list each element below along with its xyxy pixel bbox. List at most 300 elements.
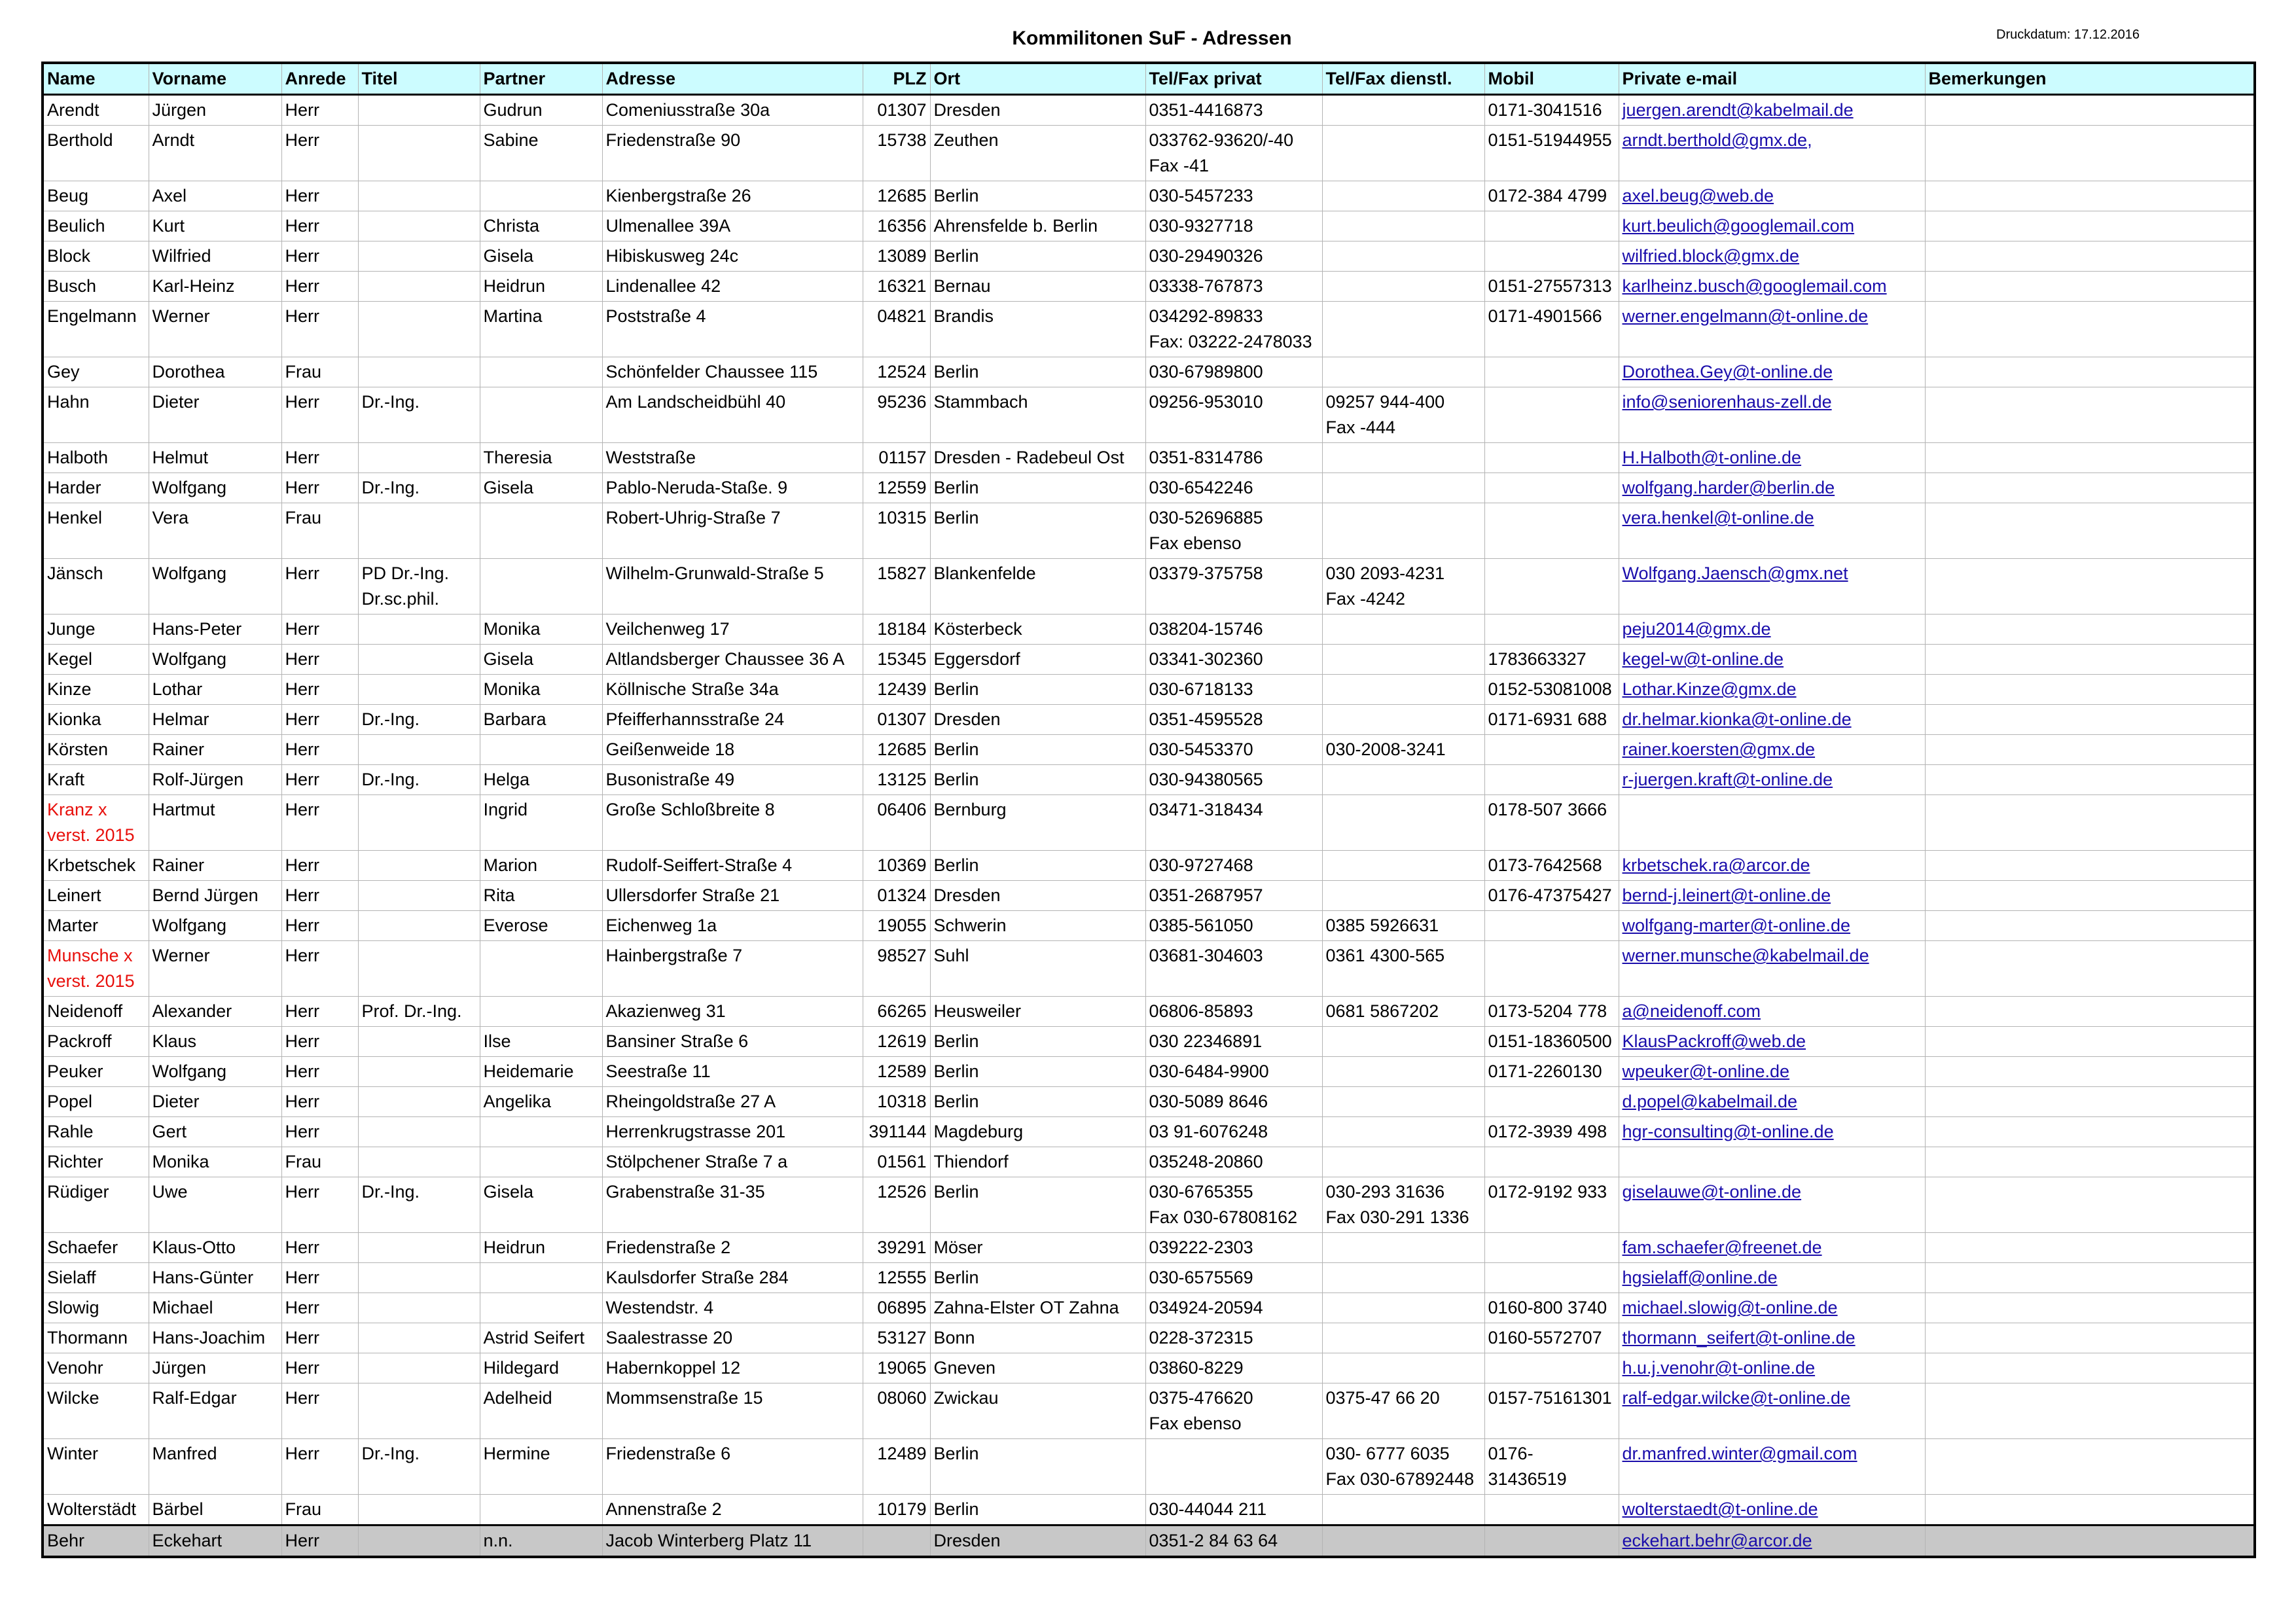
cell-bemerkungen	[1925, 559, 2255, 615]
cell-email[interactable]: hgr-consulting@t-online.de	[1619, 1117, 1925, 1147]
cell-tel-dienstl	[1322, 503, 1484, 559]
cell-email[interactable]: wpeuker@t-online.de	[1619, 1057, 1925, 1087]
cell-email[interactable]: juergen.arendt@kabelmail.de	[1619, 95, 1925, 126]
cell-tel-privat: 030-6484-9900	[1145, 1057, 1322, 1087]
cell-email[interactable]: H.Halboth@t-online.de	[1619, 443, 1925, 473]
table-row	[43, 997, 2255, 1027]
cell-mobil: 0172-384 4799	[1484, 181, 1619, 211]
cell-mobil: 0171-4901566	[1484, 302, 1619, 357]
cell-name: Wilcke	[43, 1383, 149, 1439]
cell-tel-dienstl	[1322, 1353, 1484, 1383]
cell-partner: Theresia	[480, 443, 602, 473]
cell-email[interactable]: ralf-edgar.wilcke@t-online.de	[1619, 1383, 1925, 1439]
cell-line: 030-6765355	[1149, 1182, 1253, 1202]
cell-tel-privat: 030-67989800	[1145, 357, 1322, 387]
table-row	[43, 1353, 2255, 1383]
cell-tel-dienstl	[1322, 851, 1484, 881]
cell-line: Fax 030-67808162	[1149, 1207, 1298, 1227]
cell-vorname: Dieter	[149, 387, 281, 443]
cell-plz: 16356	[863, 211, 930, 241]
table-row	[43, 503, 2255, 559]
cell-anrede: Herr	[281, 181, 358, 211]
cell-line: Fax: 03222-2478033	[1149, 332, 1312, 351]
cell-partner	[480, 387, 602, 443]
cell-bemerkungen	[1925, 1353, 2255, 1383]
cell-tel-dienstl: 0361 4300-565	[1322, 941, 1484, 997]
cell-plz: 12524	[863, 357, 930, 387]
cell-ort: Berlin	[930, 357, 1145, 387]
cell-anrede: Herr	[281, 997, 358, 1027]
cell-adresse: Jacob Winterberg Platz 11	[602, 1525, 863, 1558]
cell-email[interactable]: KlausPackroff@web.de	[1619, 1027, 1925, 1057]
cell-bemerkungen	[1925, 851, 2255, 881]
cell-adresse: Eichenweg 1a	[602, 911, 863, 941]
cell-plz: 12559	[863, 473, 930, 503]
cell-bemerkungen	[1925, 1525, 2255, 1558]
cell-email[interactable]: Lothar.Kinze@gmx.de	[1619, 675, 1925, 705]
cell-adresse: Köllnische Straße 34a	[602, 675, 863, 705]
header-row	[43, 63, 2255, 95]
cell-anrede: Herr	[281, 443, 358, 473]
cell-tel-dienstl	[1322, 1087, 1484, 1117]
cell-ort: Berlin	[930, 473, 1145, 503]
cell-ort: Berlin	[930, 1439, 1145, 1495]
cell-tel-privat: 030 22346891	[1145, 1027, 1322, 1057]
cell-mobil	[1484, 1147, 1619, 1177]
cell-line: verst. 2015	[47, 825, 135, 845]
cell-partner: Rita	[480, 881, 602, 911]
cell-tel-privat: 035248-20860	[1145, 1147, 1322, 1177]
cell-ort: Dresden	[930, 95, 1145, 126]
cell-vorname: Wilfried	[149, 241, 281, 272]
cell-anrede: Herr	[281, 675, 358, 705]
cell-vorname: Rainer	[149, 735, 281, 765]
cell-bemerkungen	[1925, 1383, 2255, 1439]
cell-bemerkungen	[1925, 126, 2255, 181]
cell-anrede: Herr	[281, 1087, 358, 1117]
cell-ort: Thiendorf	[930, 1147, 1145, 1177]
cell-name: Krbetschek	[43, 851, 149, 881]
cell-ort: Brandis	[930, 302, 1145, 357]
cell-adresse: Poststraße 4	[602, 302, 863, 357]
cell-plz: 06406	[863, 795, 930, 851]
cell-name: Neidenoff	[43, 997, 149, 1027]
cell-line: 034292-89833	[1149, 306, 1263, 326]
cell-ort: Schwerin	[930, 911, 1145, 941]
cell-partner	[480, 357, 602, 387]
cell-partner	[480, 559, 602, 615]
cell-email[interactable]: krbetschek.ra@arcor.de	[1619, 851, 1925, 881]
table-row	[43, 211, 2255, 241]
cell-tel-privat: 0351-4595528	[1145, 705, 1322, 735]
cell-titel	[358, 1117, 480, 1147]
cell-tel-privat: 03860-8229	[1145, 1353, 1322, 1383]
cell-mobil: 0151-51944955	[1484, 126, 1619, 181]
cell-vorname: Wolfgang	[149, 559, 281, 615]
cell-anrede: Frau	[281, 357, 358, 387]
cell-email[interactable]: bernd-j.leinert@t-online.de	[1619, 881, 1925, 911]
cell-adresse: Schönfelder Chaussee 115	[602, 357, 863, 387]
cell-tel-privat	[1145, 1177, 1322, 1233]
table-row	[43, 387, 2255, 443]
cell-vorname: Hans-Günter	[149, 1263, 281, 1293]
cell-titel: Dr.-Ing.	[358, 1177, 480, 1233]
cell-bemerkungen	[1925, 1495, 2255, 1525]
cell-adresse: Wilhelm-Grunwald-Straße 5	[602, 559, 863, 615]
cell-partner: Ilse	[480, 1027, 602, 1057]
cell-anrede: Herr	[281, 95, 358, 126]
cell-email[interactable]: wolfgang.harder@berlin.de	[1619, 473, 1925, 503]
cell-adresse: Habernkoppel 12	[602, 1353, 863, 1383]
cell-ort: Berlin	[930, 735, 1145, 765]
table-row	[43, 1057, 2255, 1087]
column-header-partner: Partner	[480, 63, 602, 95]
cell-email[interactable]: dr.helmar.kionka@t-online.de	[1619, 705, 1925, 735]
cell-ort: Berlin	[930, 1177, 1145, 1233]
cell-email[interactable]: michael.slowig@t-online.de	[1619, 1293, 1925, 1323]
cell-titel	[358, 1087, 480, 1117]
cell-partner: Heidrun	[480, 1233, 602, 1263]
cell-partner: Monika	[480, 615, 602, 645]
cell-bemerkungen	[1925, 1439, 2255, 1495]
cell-email[interactable]: wilfried.block@gmx.de	[1619, 241, 1925, 272]
cell-mobil: 0172-9192 933	[1484, 1177, 1619, 1233]
cell-name	[43, 795, 149, 851]
cell-ort: Möser	[930, 1233, 1145, 1263]
cell-partner: n.n.	[480, 1525, 602, 1558]
cell-line: 030- 6777 6035	[1325, 1444, 1450, 1463]
cell-email[interactable]: Wolfgang.Jaensch@gmx.net	[1619, 559, 1925, 615]
cell-titel: Dr.-Ing.	[358, 765, 480, 795]
cell-email[interactable]: h.u.j.venohr@t-online.de	[1619, 1353, 1925, 1383]
cell-tel-privat: 0351-2 84 63 64	[1145, 1525, 1322, 1558]
cell-plz: 06895	[863, 1293, 930, 1323]
cell-line: 030-52696885	[1149, 508, 1263, 527]
cell-bemerkungen	[1925, 645, 2255, 675]
cell-tel-privat: 06806-85893	[1145, 997, 1322, 1027]
cell-adresse: Friedenstraße 2	[602, 1233, 863, 1263]
cell-email[interactable]: karlheinz.busch@googlemail.com	[1619, 272, 1925, 302]
cell-email[interactable]: d.popel@kabelmail.de	[1619, 1087, 1925, 1117]
cell-vorname: Bernd Jürgen	[149, 881, 281, 911]
cell-ort: Dresden	[930, 1525, 1145, 1558]
cell-partner: Ingrid	[480, 795, 602, 851]
cell-vorname: Hartmut	[149, 795, 281, 851]
cell-tel-dienstl	[1322, 272, 1484, 302]
cell-ort: Berlin	[930, 675, 1145, 705]
cell-tel-privat: 030-9727468	[1145, 851, 1322, 881]
cell-mobil	[1484, 941, 1619, 997]
column-header-titel: Titel	[358, 63, 480, 95]
cell-mobil	[1484, 735, 1619, 765]
cell-bemerkungen	[1925, 443, 2255, 473]
cell-email[interactable]: wolfgang-marter@t-online.de	[1619, 911, 1925, 941]
cell-email[interactable]: peju2014@gmx.de	[1619, 615, 1925, 645]
cell-line: Munsche x	[47, 946, 133, 965]
cell-email[interactable]: wolterstaedt@t-online.de	[1619, 1495, 1925, 1525]
cell-plz: 12685	[863, 735, 930, 765]
cell-name: Richter	[43, 1147, 149, 1177]
cell-titel: Prof. Dr.-Ing.	[358, 997, 480, 1027]
cell-name: Block	[43, 241, 149, 272]
cell-bemerkungen	[1925, 997, 2255, 1027]
cell-vorname: Dieter	[149, 1087, 281, 1117]
cell-titel	[358, 1323, 480, 1353]
column-header-tel-privat: Tel/Fax privat	[1145, 63, 1322, 95]
cell-adresse: Pablo-Neruda-Staße. 9	[602, 473, 863, 503]
cell-tel-privat: 03379-375758	[1145, 559, 1322, 615]
cell-email[interactable]: giselauwe@t-online.de	[1619, 1177, 1925, 1233]
cell-titel	[358, 357, 480, 387]
cell-ort: Kösterbeck	[930, 615, 1145, 645]
cell-partner: Gudrun	[480, 95, 602, 126]
cell-anrede: Herr	[281, 1383, 358, 1439]
cell-bemerkungen	[1925, 1323, 2255, 1353]
cell-plz: 12439	[863, 675, 930, 705]
cell-tel-privat: 03338-767873	[1145, 272, 1322, 302]
cell-plz: 39291	[863, 1233, 930, 1263]
cell-adresse: Rheingoldstraße 27 A	[602, 1087, 863, 1117]
cell-anrede: Herr	[281, 1233, 358, 1263]
cell-plz: 98527	[863, 941, 930, 997]
cell-titel	[358, 1525, 480, 1558]
cell-line: 0176-	[1488, 1444, 1534, 1463]
cell-adresse: Bansiner Straße 6	[602, 1027, 863, 1057]
cell-mobil	[1484, 1439, 1619, 1495]
cell-email[interactable]: fam.schaefer@freenet.de	[1619, 1233, 1925, 1263]
cell-tel-dienstl	[1322, 1323, 1484, 1353]
cell-email[interactable]: a@neidenoff.com	[1619, 997, 1925, 1027]
cell-bemerkungen	[1925, 795, 2255, 851]
cell-tel-privat: 09256-953010	[1145, 387, 1322, 443]
cell-email[interactable]: Dorothea.Gey@t-online.de	[1619, 357, 1925, 387]
cell-tel-dienstl	[1322, 675, 1484, 705]
cell-titel	[358, 1147, 480, 1177]
cell-plz: 08060	[863, 1383, 930, 1439]
cell-tel-privat: 030-5453370	[1145, 735, 1322, 765]
cell-partner	[480, 997, 602, 1027]
cell-plz: 18184	[863, 615, 930, 645]
cell-bemerkungen	[1925, 1117, 2255, 1147]
cell-email[interactable]: axel.beug@web.de	[1619, 181, 1925, 211]
cell-ort: Berlin	[930, 1495, 1145, 1525]
cell-line: 033762-93620/-40	[1149, 130, 1294, 150]
table-row	[43, 1263, 2255, 1293]
cell-plz: 12589	[863, 1057, 930, 1087]
table-row	[43, 181, 2255, 211]
cell-vorname: Helmut	[149, 443, 281, 473]
cell-ort: Berlin	[930, 503, 1145, 559]
cell-titel	[358, 302, 480, 357]
cell-bemerkungen	[1925, 1177, 2255, 1233]
table-row	[43, 443, 2255, 473]
cell-tel-privat: 0385-561050	[1145, 911, 1322, 941]
cell-titel	[358, 881, 480, 911]
cell-ort: Magdeburg	[930, 1117, 1145, 1147]
cell-bemerkungen	[1925, 911, 2255, 941]
cell-tel-dienstl	[1322, 1117, 1484, 1147]
cell-email[interactable]: hgsielaff@online.de	[1619, 1263, 1925, 1293]
cell-bemerkungen	[1925, 357, 2255, 387]
cell-plz: 10315	[863, 503, 930, 559]
table-row	[43, 1177, 2255, 1233]
cell-mobil: 0160-800 3740	[1484, 1293, 1619, 1323]
cell-plz: 12619	[863, 1027, 930, 1057]
address-table	[41, 62, 2256, 1558]
cell-tel-dienstl	[1322, 559, 1484, 615]
cell-mobil: 0160-5572707	[1484, 1323, 1619, 1353]
cell-name: Gey	[43, 357, 149, 387]
cell-email[interactable]: werner.munsche@kabelmail.de	[1619, 941, 1925, 997]
cell-ort: Bernburg	[930, 795, 1145, 851]
cell-adresse: Stölpchener Straße 7 a	[602, 1147, 863, 1177]
cell-tel-dienstl	[1322, 1177, 1484, 1233]
cell-mobil: 0151-18360500	[1484, 1027, 1619, 1057]
cell-bemerkungen	[1925, 1087, 2255, 1117]
cell-vorname: Wolfgang	[149, 473, 281, 503]
cell-plz: 01307	[863, 705, 930, 735]
cell-plz: 13125	[863, 765, 930, 795]
cell-line: Kranz x	[47, 800, 107, 819]
cell-line: Fax -4242	[1325, 589, 1406, 609]
cell-ort: Zwickau	[930, 1383, 1145, 1439]
cell-bemerkungen	[1925, 675, 2255, 705]
cell-bemerkungen	[1925, 705, 2255, 735]
cell-name	[43, 941, 149, 997]
cell-partner	[480, 181, 602, 211]
cell-email[interactable]: werner.engelmann@t-online.de	[1619, 302, 1925, 357]
table-row	[43, 1147, 2255, 1177]
table-row	[43, 241, 2255, 272]
cell-titel	[358, 559, 480, 615]
cell-mobil	[1484, 1263, 1619, 1293]
cell-tel-dienstl: 0375-47 66 20	[1322, 1383, 1484, 1439]
table-row	[43, 1439, 2255, 1495]
cell-titel: Dr.-Ing.	[358, 705, 480, 735]
cell-vorname: Werner	[149, 302, 281, 357]
cell-adresse: Westendstr. 4	[602, 1293, 863, 1323]
cell-bemerkungen	[1925, 387, 2255, 443]
cell-bemerkungen	[1925, 615, 2255, 645]
cell-ort: Berlin	[930, 1057, 1145, 1087]
cell-adresse: Robert-Uhrig-Straße 7	[602, 503, 863, 559]
cell-email[interactable]: dr.manfred.winter@gmail.com	[1619, 1439, 1925, 1495]
column-header-name: Name	[43, 63, 149, 95]
cell-anrede: Herr	[281, 645, 358, 675]
cell-name: Harder	[43, 473, 149, 503]
cell-partner	[480, 1495, 602, 1525]
cell-tel-dienstl	[1322, 387, 1484, 443]
cell-mobil: 0173-7642568	[1484, 851, 1619, 881]
cell-email[interactable]: kegel-w@t-online.de	[1619, 645, 1925, 675]
cell-vorname: Rainer	[149, 851, 281, 881]
cell-tel-dienstl	[1322, 443, 1484, 473]
cell-adresse: Akazienweg 31	[602, 997, 863, 1027]
cell-titel	[358, 181, 480, 211]
cell-mobil	[1484, 1233, 1619, 1263]
cell-titel	[358, 1353, 480, 1383]
cell-line: 030-293 31636	[1325, 1182, 1445, 1202]
cell-bemerkungen	[1925, 181, 2255, 211]
cell-email[interactable]: vera.henkel@t-online.de	[1619, 503, 1925, 559]
cell-email[interactable]: kurt.beulich@googlemail.com	[1619, 211, 1925, 241]
cell-email[interactable]: rainer.koersten@gmx.de	[1619, 735, 1925, 765]
cell-ort: Heusweiler	[930, 997, 1145, 1027]
cell-partner: Barbara	[480, 705, 602, 735]
cell-vorname: Hans-Joachim	[149, 1323, 281, 1353]
cell-name: Wolterstädt	[43, 1495, 149, 1525]
cell-ort: Bonn	[930, 1323, 1145, 1353]
cell-titel	[358, 95, 480, 126]
cell-email[interactable]: thormann_seifert@t-online.de	[1619, 1323, 1925, 1353]
table-row	[43, 1525, 2255, 1558]
cell-adresse: Annenstraße 2	[602, 1495, 863, 1525]
table-row	[43, 95, 2255, 126]
cell-email	[1619, 795, 1925, 851]
table-row	[43, 1027, 2255, 1057]
cell-tel-dienstl	[1322, 1233, 1484, 1263]
cell-partner: Gisela	[480, 645, 602, 675]
cell-tel-dienstl: 030-2008-3241	[1322, 735, 1484, 765]
cell-adresse: Große Schloßbreite 8	[602, 795, 863, 851]
cell-line: Fax -444	[1325, 418, 1396, 437]
cell-adresse: Mommsenstraße 15	[602, 1383, 863, 1439]
cell-vorname: Jürgen	[149, 95, 281, 126]
cell-email[interactable]: info@seniorenhaus-zell.de	[1619, 387, 1925, 443]
cell-partner: Everose	[480, 911, 602, 941]
cell-titel: Dr.-Ing.	[358, 387, 480, 443]
cell-email[interactable]: r-juergen.kraft@t-online.de	[1619, 765, 1925, 795]
cell-email[interactable]: eckehart.behr@arcor.de	[1619, 1525, 1925, 1558]
cell-titel	[358, 675, 480, 705]
cell-vorname: Michael	[149, 1293, 281, 1323]
cell-partner: Marion	[480, 851, 602, 881]
cell-adresse: Ullersdorfer Straße 21	[602, 881, 863, 911]
column-header-tel-dienstl: Tel/Fax dienstl.	[1322, 63, 1484, 95]
cell-tel-privat: 034924-20594	[1145, 1293, 1322, 1323]
column-header-plz: PLZ	[863, 63, 930, 95]
cell-tel-dienstl	[1322, 1495, 1484, 1525]
cell-tel-dienstl	[1322, 1027, 1484, 1057]
cell-tel-privat: 0351-8314786	[1145, 443, 1322, 473]
cell-name: Rüdiger	[43, 1177, 149, 1233]
cell-vorname: Klaus-Otto	[149, 1233, 281, 1263]
cell-mobil: 0176-47375427	[1484, 881, 1619, 911]
cell-vorname: Lothar	[149, 675, 281, 705]
cell-plz: 19055	[863, 911, 930, 941]
cell-name: Kraft	[43, 765, 149, 795]
cell-line: Fax 030-291 1336	[1325, 1207, 1469, 1227]
cell-vorname: Alexander	[149, 997, 281, 1027]
cell-adresse: Geißenweide 18	[602, 735, 863, 765]
cell-partner	[480, 1263, 602, 1293]
cell-adresse: Hibiskusweg 24c	[602, 241, 863, 272]
column-header-anrede: Anrede	[281, 63, 358, 95]
cell-mobil	[1484, 357, 1619, 387]
cell-name: Slowig	[43, 1293, 149, 1323]
cell-adresse: Comeniusstraße 30a	[602, 95, 863, 126]
cell-vorname: Arndt	[149, 126, 281, 181]
cell-bemerkungen	[1925, 241, 2255, 272]
cell-anrede: Herr	[281, 1027, 358, 1057]
cell-titel	[358, 503, 480, 559]
cell-name: Schaefer	[43, 1233, 149, 1263]
cell-email[interactable]: arndt.berthold@gmx.de,	[1619, 126, 1925, 181]
cell-vorname: Rolf-Jürgen	[149, 765, 281, 795]
cell-partner	[480, 503, 602, 559]
cell-anrede: Herr	[281, 211, 358, 241]
cell-anrede: Frau	[281, 503, 358, 559]
